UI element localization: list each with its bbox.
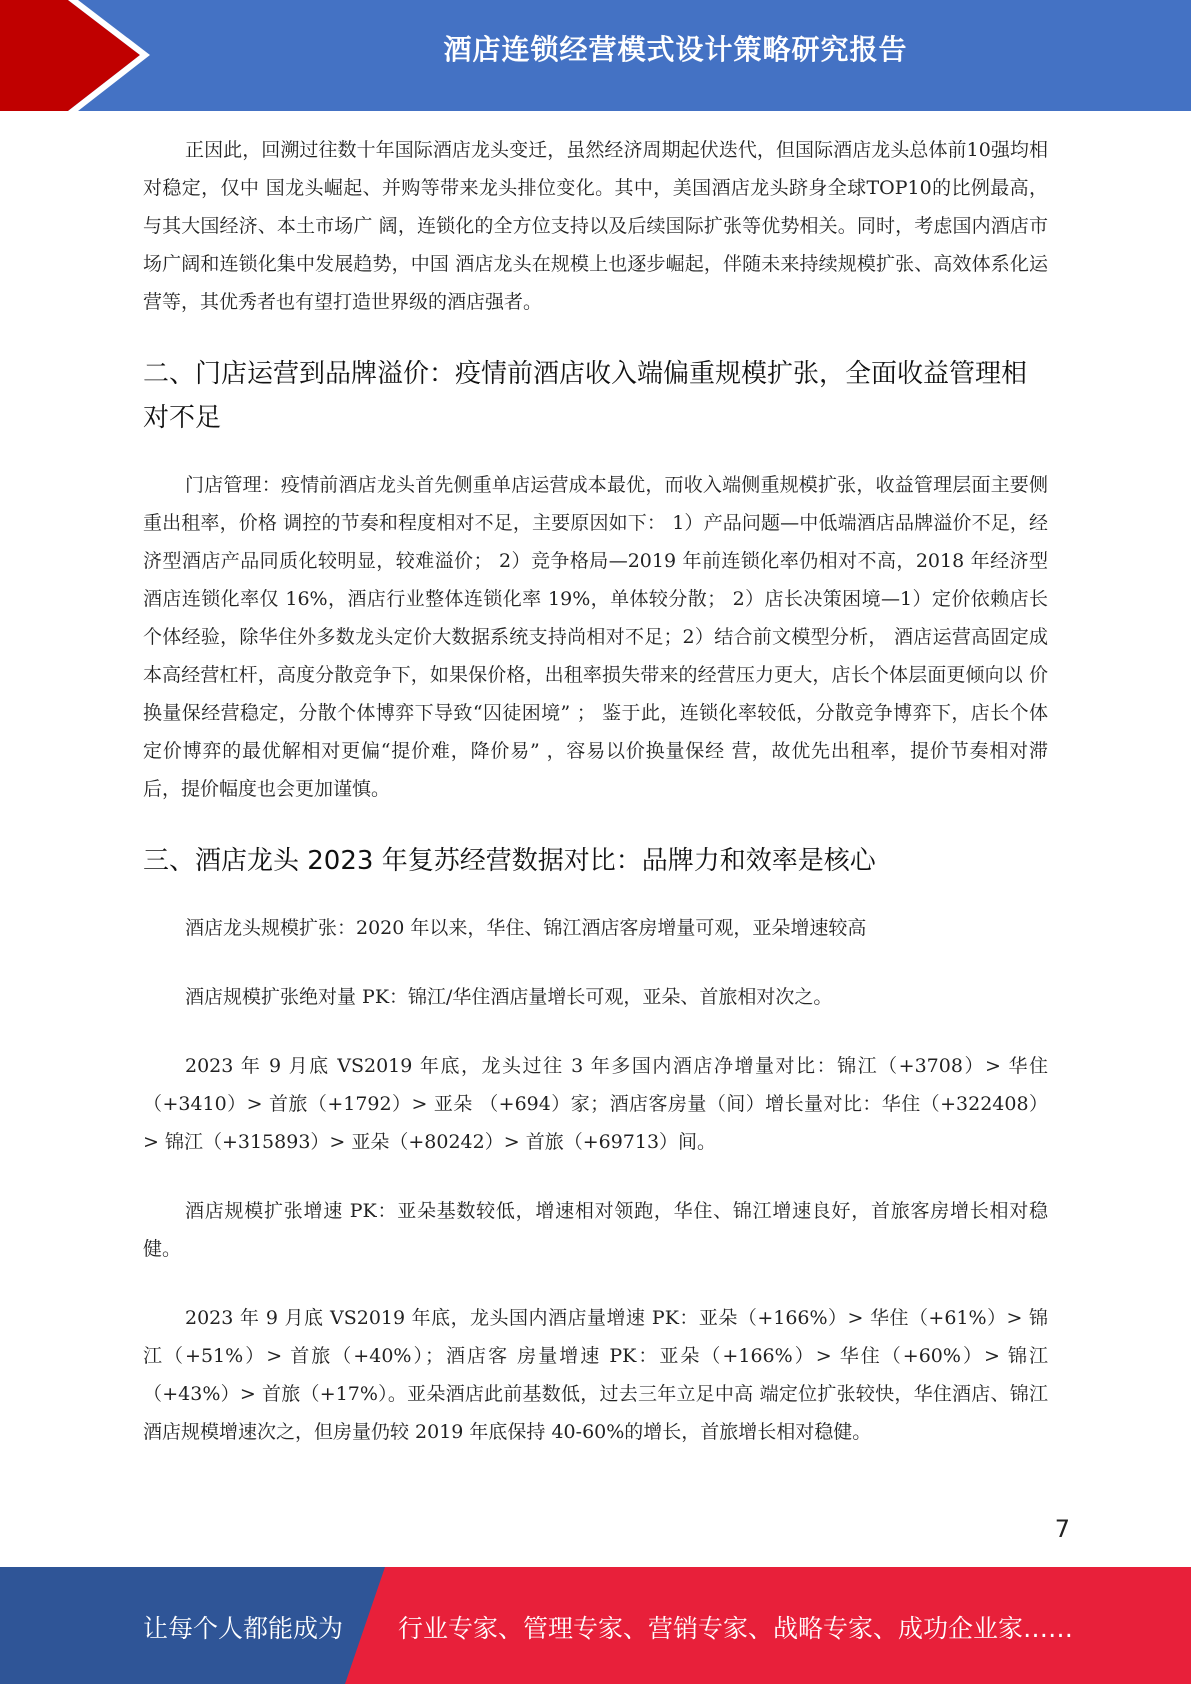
page-header [0, 0, 1191, 111]
paragraph-store-management: 门店管理：疫情前酒店龙头首先侧重单店运营成本最优，而收入端侧重规模扩张，收益管理层面主要侧重出租率，价格 调控的节奏和程度相对不足，主要原因如下： 1）产品问题—中低端酒店品牌溢价不足，经济型酒店产品同质化较明显，较难溢价； 2）竞争格局—2019 年前连锁化率仍相对不高，2018 年经济型酒店连锁化率仅 16%，酒店行业整体连锁化率 19%，单体较分散； 2）店长决策困境—1）定价依赖店长个体经验，除华住外多数龙头定价大数据系统支持尚相对不足；2）结合前文模型分析， 酒店运营高固定成本高经营杠杆，高度分散竞争下，如果保价格，出租率损失带来的经营压力更大，店长个体层面更倾向以 价换量保经营稳定，分散个体博弈下导致“囚徒困境” ； 鉴于此，连锁化率较低，分散竞争博弈下，店长个体定价博弈的最优解相对更偏“提价难，降价易” ，容易以价换量保经 营，故优先出租率，提价节奏相对滞后，提价幅度也会更加谨慎。 [143, 474, 1048, 800]
paragraph-net-increase: 2023 年 9 月底 VS2019 年底，龙头过往 3 年多国内酒店净增量对比：锦江（+3708）> 华住（+3410）> 首旅（+1792）> 亚朵 （+694）家；酒店客房量（间）增长量对比：华住（+322408）> 锦江（+315893）> 亚朵（+80242）> 首旅（+69713）间。 [143, 1055, 1048, 1153]
section-heading-2: 二、门店运营到品牌溢价：疫情前酒店收入端偏重规模扩张，全面收益管理相对不足 [143, 359, 1028, 433]
paragraph-intro: 正因此，回溯过往数十年国际酒店龙头变迁，虽然经济周期起伏迭代，但国际酒店龙头总体前10强均相对稳定，仅中 国龙头崛起、并购等带来龙头排位变化。其中，美国酒店龙头跻身全球TOP10的比例最高，与其大国经济、本土市场广 阔，连锁化的全方位支持以及后续国际扩张等优势相关。同时，考虑国内酒店市场广阔和连锁化集中发展趋势，中国 酒店龙头在规模上也逐步崛起，伴随未来持续规模扩张、高效体系化运营等，其优秀者也有望打造世界级的酒店强者。 [143, 139, 1048, 313]
page-content [143, 131, 1048, 1482]
paragraph-growth-pk: 酒店规模扩张增速 PK：亚朵基数较低，增速相对领跑，华住、锦江增速良好，首旅客房增长相对稳健。 [143, 1200, 1048, 1260]
footer-slogan-right: 行业专家、管理专家、营销专家、战略专家、成功企业家…… [398, 1614, 1074, 1643]
paragraph-scale-expansion: 酒店龙头规模扩张：2020 年以来，华住、锦江酒店客房增量可观，亚朵增速较高 [185, 917, 867, 939]
section-heading-3: 三、酒店龙头 2023 年复苏经营数据对比：品牌力和效率是核心 [143, 846, 876, 876]
paragraph-absolute-pk: 酒店规模扩张绝对量 PK：锦江/华住酒店量增长可观，亚朵、首旅相对次之。 [185, 986, 833, 1008]
page-number: 7 [1054, 1515, 1070, 1543]
header-arrow-decoration [0, 0, 150, 111]
page-footer [0, 1567, 1191, 1684]
footer-slogan-left: 让每个人都能成为 [143, 1614, 344, 1643]
paragraph-growth-rates: 2023 年 9 月底 VS2019 年底，龙头国内酒店量增速 PK：亚朵（+166%）> 华住（+61%）> 锦江（+51%）> 首旅（+40%）；酒店客 房量增速 PK：亚朵（+166%）> 华住（+60%）> 锦江（+43%）> 首旅（+17%）。亚朵酒店此前基数低，过去三年立足中高 端定位扩张较快，华住酒店、锦江酒店规模增速次之，但房量仍较 2019 年底保持 40-60%的增长，首旅增长相对稳健。 [143, 1307, 1048, 1443]
report-title: 酒店连锁经营模式设计策略研究报告 [443, 33, 908, 66]
